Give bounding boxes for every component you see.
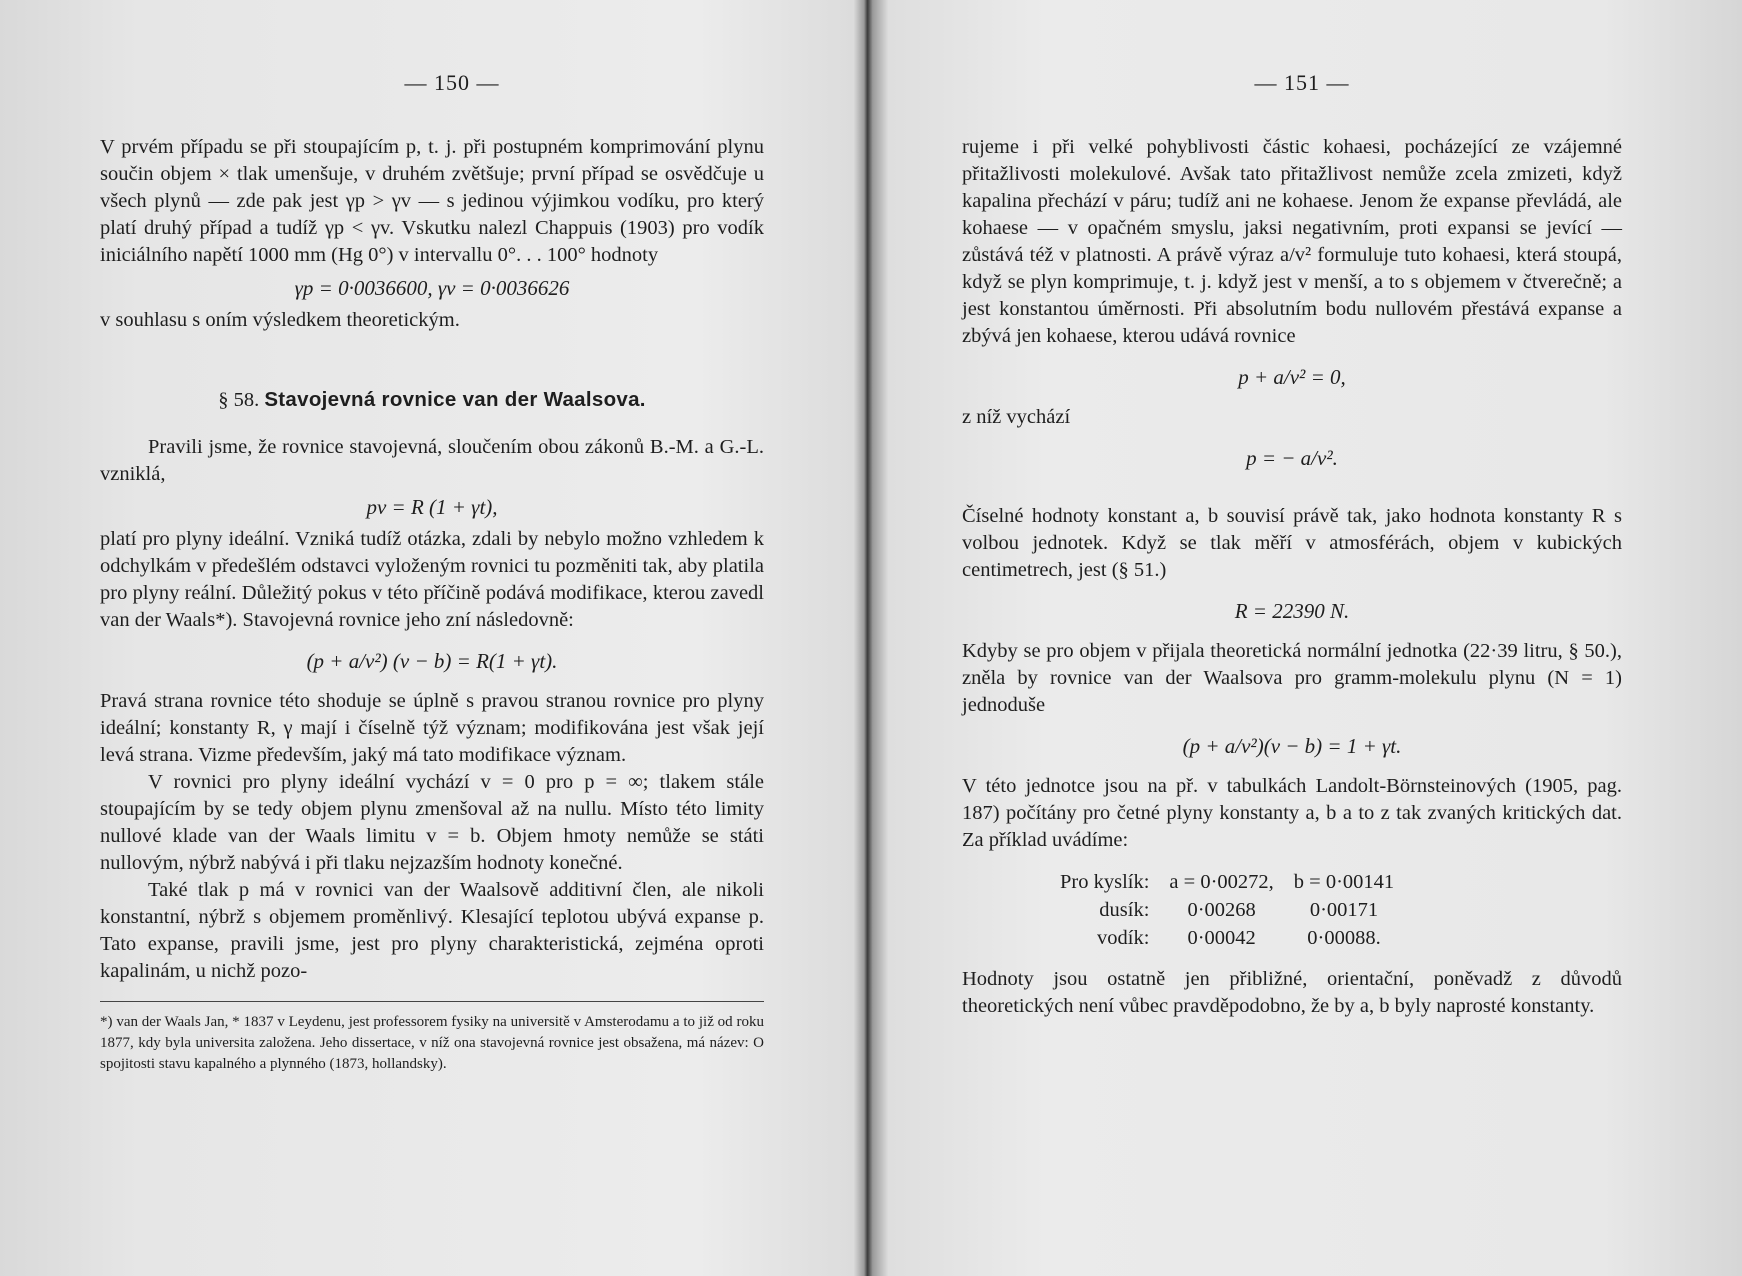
equation: pv = R (1 + γt), xyxy=(366,495,498,519)
equation: p = − a/v². xyxy=(1246,446,1338,470)
equation: γp = 0·0036600, γv = 0·0036626 xyxy=(294,276,570,300)
paragraph: Číselné hodnoty konstant a, b souvisí právě tak, jako hodnota konstanty R s volbou jednotek. Když se tlak měří v atmosférách, objem v kubických centimetrech, jest (§ 51.) xyxy=(962,505,1622,581)
equation: R = 22390 N. xyxy=(1234,599,1350,623)
paragraph: Kdyby se pro objem v přijala theoretická normální jednotka (22·39 litru, § 50.), zněla by rovnice van der Waalsova pro gramm-molekulu plynu (N = 1) jednoduše xyxy=(962,640,1622,716)
table-row xyxy=(1050,868,1404,896)
left-page xyxy=(0,0,860,1276)
constant-b: 0·00171 xyxy=(1309,899,1379,921)
page-number: — 151 — xyxy=(1254,70,1350,95)
section-number: § 58. xyxy=(218,389,260,411)
constant-a: a = 0·00272, xyxy=(1169,871,1274,893)
gas-label: vodík: xyxy=(1097,927,1150,949)
section-title: Stavojevná rovnice van der Waalsova. xyxy=(264,388,646,411)
table-row xyxy=(1050,896,1404,924)
constant-a: 0·00268 xyxy=(1187,899,1256,921)
paragraph: Hodnoty jsou ostatně jen přibližné, orientační, poněvadž z důvodů theoretických není vůbec pravděpodobno, že by a, b byly naprosté konstanty. xyxy=(962,968,1622,1017)
paragraph: platí pro plyny ideální. Vzniká tudíž otázka, zdali by nebylo možno vzhledem k odchylkám v předešlém odstavci vyloženým rovnici tu pozměniti tak, aby platila pro plyny reální. Důležitý pokus v této příčině podává modifikace, kterou zavedl van der Waals*). Stavojevná rovnice jeho zní následovně: xyxy=(100,528,764,631)
constant-a: 0·00042 xyxy=(1187,927,1256,949)
right-page xyxy=(880,0,1742,1276)
paragraph: v souhlasu s oním výsledkem theoretickým. xyxy=(100,309,460,331)
page-number: — 150 — xyxy=(404,70,500,95)
footnote: *) van der Waals Jan, * 1837 v Leydenu, jest professorem fysiky na universitě v Amsterodamu a to již od roku 1877, kdy byla universita založena. Jeho dissertace, v níž ona stavojevná rovnice jest obsažena, má název: O spojitosti stavu kapalného a plynného (1873, hollandsky). xyxy=(100,1001,764,1075)
constants-table xyxy=(1050,868,1404,952)
gas-label: Pro kyslík: xyxy=(1060,871,1150,893)
section-heading xyxy=(100,388,764,412)
equation: (p + a/v²) (v − b) = R(1 + γt). xyxy=(306,649,558,673)
gas-label: dusík: xyxy=(1099,899,1150,921)
paragraph: z níž vychází xyxy=(962,406,1071,428)
paragraph: Pravá strana rovnice této shoduje se úplně s pravou stranou rovnice pro plyny ideální; konstanty R, γ mají i číselně týž význam; modifikována jest však její levá strana. Vizme především, jaký má tato modifikace význam. xyxy=(100,690,764,766)
equation: p + a/v² = 0, xyxy=(1238,365,1346,389)
paragraph: rujeme i při velké pohyblivosti částic kohaesi, pocházející ze vzájemné přitažlivosti molekulové. Avšak tato přitažlivost nemůže zcela zmizeti, když kapalina přechází v páru; tudíž ani ne kohaese. Jenom že expanse převládá, ale kohaese — v opačném smyslu, jaksi negativním, proti expansi se jevící — zůstává též v platnosti. A právě výraz a/v² formuluje tuto kohaesi, která stoupá, když se plyn komprimuje, t. j. když jest v menší, a to s objemem v čtverečně; a jest konstantou úměrnosti. Při absolutním bodu nullovém přestává expanse a zbývá jen kohaese, kterou udává rovnice xyxy=(962,136,1622,347)
paragraph: Také tlak p má v rovnici van der Waalsově additivní člen, ale nikoli konstantní, nýbrž s objemem proměnlivý. Klesající teplotou ubývá expanse p. Tato expanse, pravili jsme, jest pro plyny charakteristická, zejména oproti kapalinám, u nichž pozo- xyxy=(100,879,764,982)
constant-b: b = 0·00141 xyxy=(1293,871,1395,893)
constant-b: 0·00088. xyxy=(1307,927,1381,949)
table-row xyxy=(1050,924,1404,952)
paragraph: Pravili jsme, že rovnice stavojevná, sloučením obou zákonů B.-M. a G.-L. vzniklá, xyxy=(100,436,764,485)
equation: (p + a/v²)(v − b) = 1 + γt. xyxy=(1182,734,1402,758)
paragraph: V prvém případu se při stoupajícím p, t. j. při postupném komprimování plynu součin objem × tlak umenšuje, v druhém zvětšuje; první případ se osvědčuje u všech plynů — zde pak jest γp > γv — s jedinou výjimkou vodíku, pro který platí druhý případ a tudíž γp < γv. Vskutku nalezl Chappuis (1903) pro vodík iniciálního napětí 1000 mm (Hg 0°) v intervallu 0°. . . 100° hodnoty xyxy=(100,136,764,266)
paragraph: V rovnici pro plyny ideální vychází v = 0 pro p = ∞; tlakem stále stoupajícím by se tedy objem plynu zmenšoval až na nullu. Místo této limity nullové klade van der Waals limitu v = b. Objem hmoty nemůže se státi nullovým, nýbrž nabývá i při tlaku nejzazším hodnoty konečné. xyxy=(100,771,764,874)
paragraph: V této jednotce jsou na př. v tabulkách Landolt-Börnsteinových (1905, pag. 187) počítány pro četné plyny konstanty a, b a to z tak zvaných kritických dat. Za příklad uvádíme: xyxy=(962,775,1622,851)
